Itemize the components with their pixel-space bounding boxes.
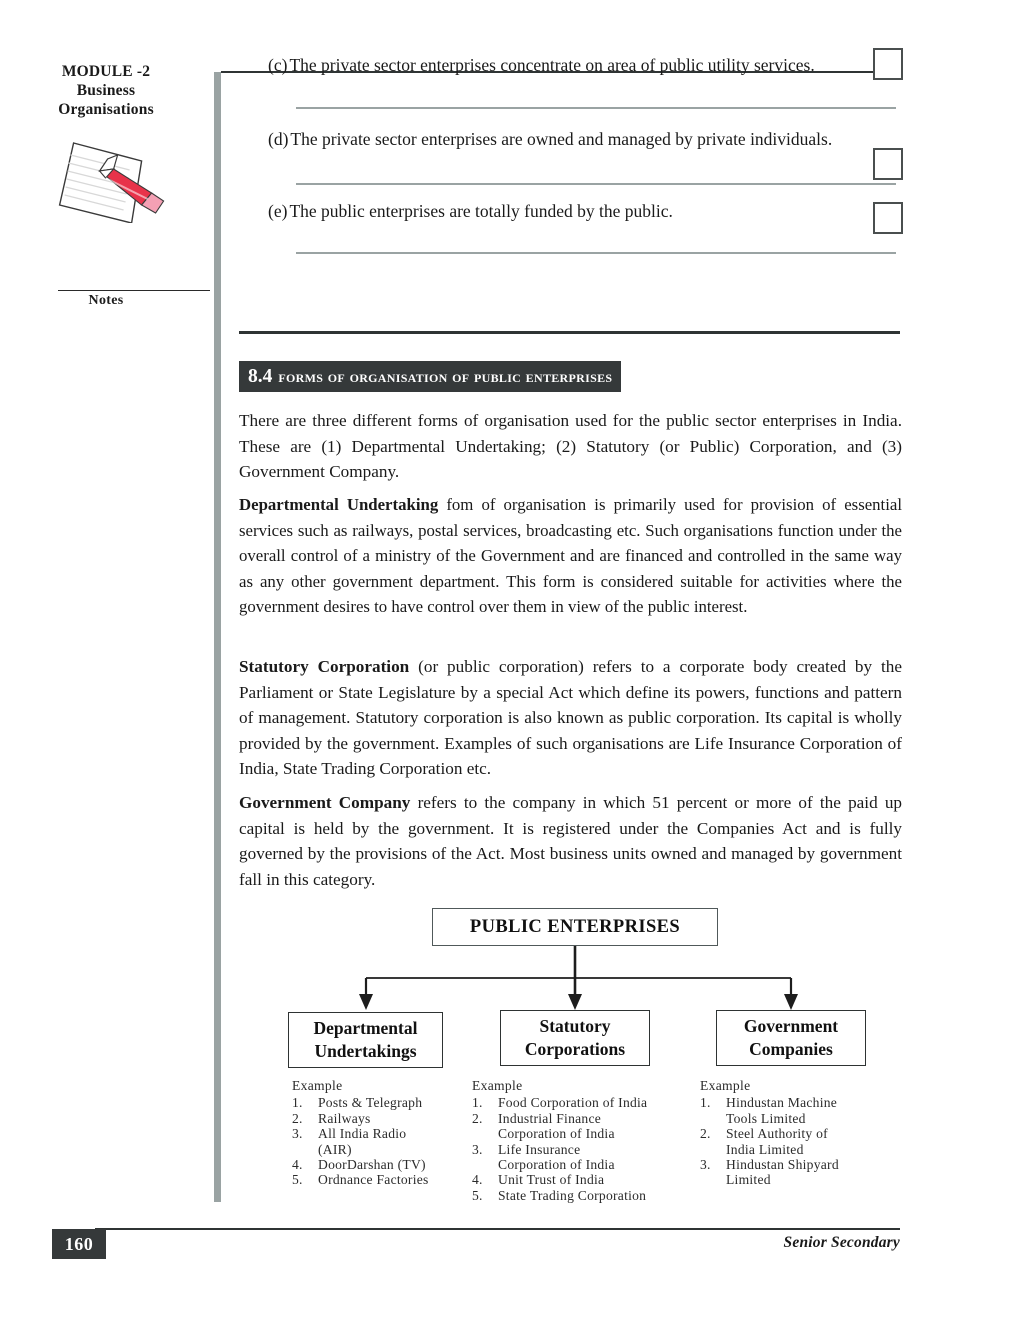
example-item-line: Steel Authority of (726, 1126, 828, 1142)
example-item-number: 3. (292, 1126, 303, 1142)
notes-label: Notes (88, 293, 124, 308)
footer-rule (95, 1228, 900, 1230)
example-item-number: 5. (292, 1172, 303, 1188)
example-item-line: All India Radio (318, 1126, 407, 1142)
example-list-3 (700, 1095, 900, 1187)
example-item-number: 3. (472, 1141, 483, 1157)
diagram-node-government-line1: Government (743, 1016, 839, 1036)
diagram-node-government (716, 1010, 866, 1066)
section-number: 8.4 (248, 365, 273, 387)
example-item-number: 2. (292, 1110, 303, 1126)
statement-marker-d: (d) (268, 129, 289, 149)
example-item-line: Posts & Telegraph (318, 1095, 423, 1111)
example-item-number: 2. (700, 1126, 711, 1142)
paragraph-government (239, 790, 902, 892)
example-column-government (700, 1078, 900, 1188)
example-item-number: 1. (700, 1095, 711, 1111)
paragraph-government-lead: Government Company (239, 793, 411, 812)
example-item (472, 1172, 692, 1187)
example-list-2 (472, 1095, 692, 1203)
diagram-node-departmental (288, 1012, 443, 1068)
example-title-1: Example (292, 1078, 343, 1093)
example-item-number: 1. (292, 1095, 303, 1111)
statement-checkbox-d[interactable] (873, 148, 903, 180)
statement-row-d (268, 127, 832, 151)
example-item (292, 1157, 472, 1172)
statement-separator-3 (296, 252, 896, 254)
paragraph-statutory-lead: Statutory Corporation (239, 657, 410, 676)
section-top-divider (239, 331, 900, 334)
paragraph-departmental (239, 492, 902, 620)
diagram-node-statutory-line2: Corporations (524, 1039, 626, 1059)
module-line-1: MODULE -2 (61, 63, 151, 80)
statement-checkbox-c[interactable] (873, 48, 903, 80)
example-title-2: Example (472, 1078, 523, 1093)
statement-separator-1 (296, 107, 896, 109)
example-item-line: Corporation of India (498, 1157, 615, 1173)
section-title: forms of organisation of public enterprises (278, 366, 613, 386)
diagram-node-government-line2: Companies (749, 1039, 833, 1059)
example-title-3: Example (700, 1078, 751, 1093)
example-item-number: 4. (472, 1172, 483, 1188)
example-item-line: Tools Limited (726, 1110, 806, 1126)
statement-row-e (268, 199, 673, 223)
statement-separator-2 (296, 183, 896, 185)
statement-text-c: The private sector enterprises concentrate on area of public utility services. (289, 55, 815, 75)
example-item-line: (AIR) (318, 1141, 352, 1157)
paragraph-statutory-body: (or public corporation) refers to a corporate body created by the Parliament or State Legislature by a special Act which define its powers, functions and pattern of management. Statutory corporation is also known as public corporation. Its capital is wholly provided by the government. Examples of such organisations are Life Insurance Corporation of India, State Trading Corporation etc. (239, 657, 902, 779)
statement-marker-c: (c) (268, 55, 288, 75)
diagram-node-departmental-line2: Undertakings (314, 1041, 417, 1061)
example-item-line: India Limited (726, 1141, 804, 1157)
module-line-2: Business (76, 82, 136, 99)
statement-row-c (268, 53, 815, 77)
example-list-1 (292, 1095, 472, 1187)
example-item (472, 1188, 692, 1203)
example-item-line: Railways (318, 1110, 371, 1126)
example-item-number: 1. (472, 1095, 483, 1111)
example-item (292, 1095, 472, 1110)
diagram-node-statutory (500, 1010, 650, 1066)
statement-marker-e: (e) (268, 201, 288, 221)
example-item-line: Corporation of India (498, 1126, 615, 1142)
paragraph-statutory (239, 654, 902, 782)
example-column-statutory (472, 1078, 692, 1203)
example-item (472, 1111, 692, 1142)
example-item-number: 4. (292, 1157, 303, 1173)
example-item (700, 1095, 900, 1126)
example-item (472, 1142, 692, 1173)
example-item-line: Unit Trust of India (498, 1172, 605, 1188)
example-item-line: Hindustan Shipyard (726, 1157, 839, 1173)
diagram-node-root: PUBLIC ENTERPRISES (432, 908, 718, 946)
example-item-line: DoorDarshan (TV) (318, 1157, 426, 1173)
example-item-line: Limited (726, 1172, 771, 1188)
example-item-line: Food Corporation of India (498, 1095, 648, 1111)
statement-checkbox-e[interactable] (873, 202, 903, 234)
example-item-line: Industrial Finance (498, 1110, 602, 1126)
paragraph-departmental-body: fom of organisation is primarily used for provision of essential services such as railways, postal services, broadcasting etc. Such organisations function under the overall control of a ministry of the Government and are financed and controlled in the same way as any other government department. This form is considered suitable for activities where the government desires to have control over them in view of the public interest. (239, 495, 902, 617)
notes-divider (58, 290, 210, 291)
example-item-line: Hindustan Machine (726, 1095, 838, 1111)
example-item-number: 3. (700, 1157, 711, 1173)
paragraph-government-body: refers to the company in which 51 percent or more of the paid up capital is held by the government. It is registered under the Companies Act and is fully governed by the provisions of the Act. Most business units owned and managed by government fall in this category. (239, 793, 903, 889)
example-item (700, 1126, 900, 1157)
footer-book-label: Senior Secondary (783, 1234, 900, 1251)
example-item (472, 1095, 692, 1110)
module-line-3: Organisations (58, 101, 154, 118)
example-item (292, 1172, 472, 1187)
example-item-number: 5. (472, 1187, 483, 1203)
paragraph-intro: There are three different forms of organisation used for the public sector enterprises in India. These are (1) Departmental Undertaking; (2) Statutory (or Public) Corporation, and (3) Government Company. (239, 411, 902, 482)
diagram-node-statutory-line1: Statutory (539, 1016, 611, 1036)
paragraph-departmental-lead: Departmental Undertaking (239, 495, 439, 514)
example-item-line: Life Insurance (498, 1141, 581, 1157)
diagram-node-departmental-line1: Departmental (313, 1018, 418, 1038)
vertical-margin-rule (214, 72, 221, 1202)
statement-text-e: The public enterprises are totally funded by the public. (289, 201, 673, 221)
notepad-pencil-icon (0, 131, 212, 223)
example-item (292, 1126, 472, 1157)
page-number-badge: 160 (52, 1229, 106, 1259)
example-column-departmental (292, 1078, 472, 1188)
example-item-number: 2. (472, 1110, 483, 1126)
example-item-line: State Trading Corporation (498, 1187, 647, 1203)
statement-text-d: The private sector enterprises are owned and managed by private individuals. (290, 129, 833, 149)
module-title (0, 62, 212, 119)
example-item (700, 1157, 900, 1188)
example-item (292, 1111, 472, 1126)
example-item-line: Ordnance Factories (318, 1172, 429, 1188)
section-heading (239, 361, 621, 392)
margin-sidebar (0, 62, 212, 308)
